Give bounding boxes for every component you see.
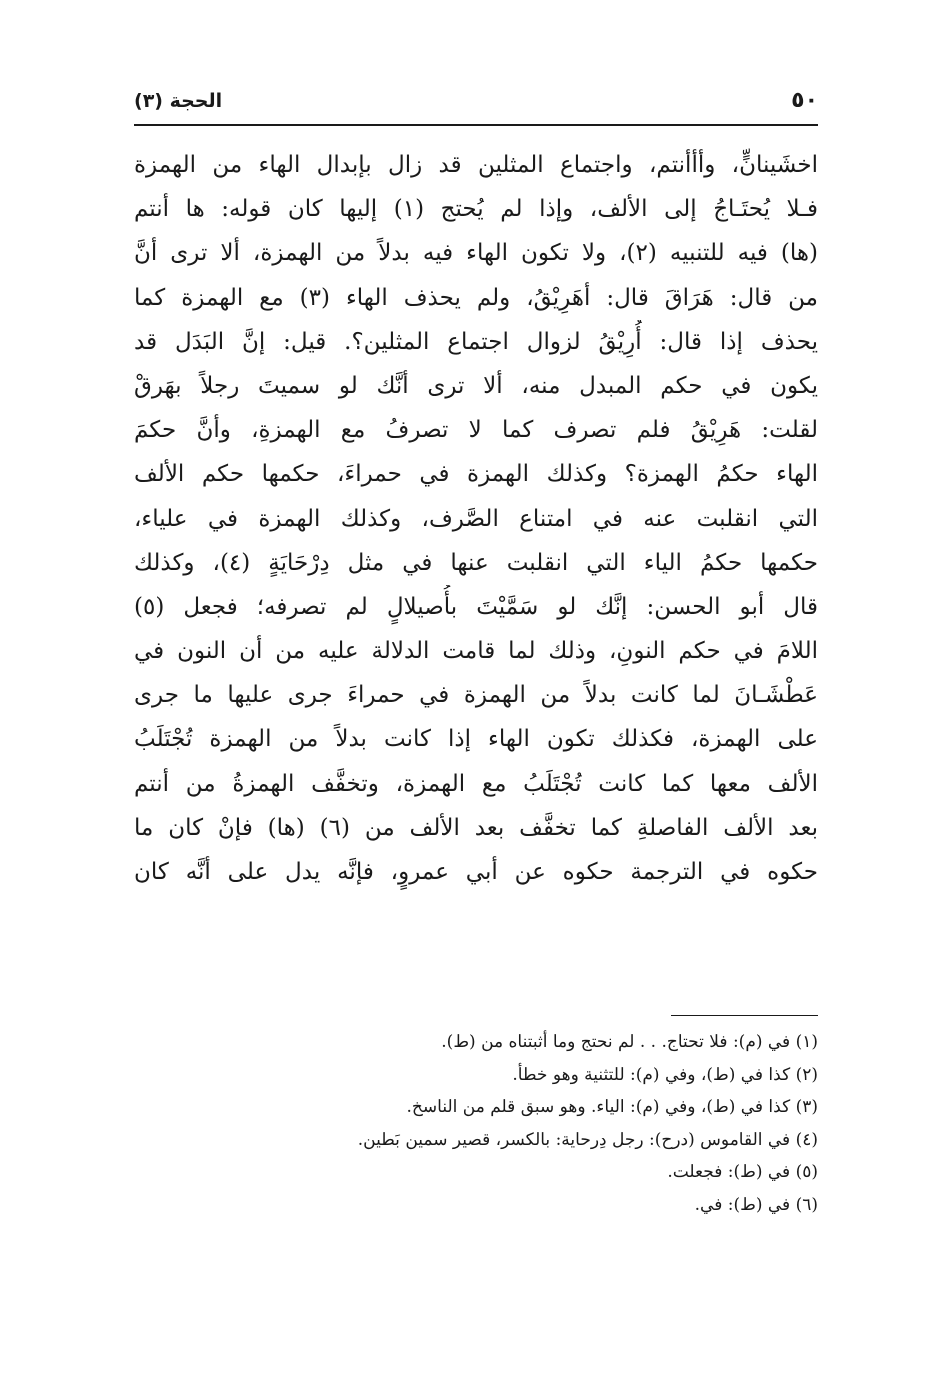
text-line: حكوه في الترجمة حكوه عن أبي عمروٍ، فإنَّه يدل على أنَّه كان — [134, 859, 818, 885]
text-line: يكون في حكم المبدل منه، ألا ترى أنَّك لو سميتَ رجلاً بهَرقْ — [134, 372, 818, 399]
text-line: بعد الألف الفاصلةِ كما تخفَّف بعد الألف من (٦) (ها) فإنْ كان ما — [134, 814, 818, 841]
main-text — [134, 143, 818, 894]
footnote: (٢) كذا في (ط)، وفي (م): للتثنية وهو خطأ. — [512, 1064, 818, 1085]
text-line: فـلا يُحتَـاجُ إلى الألف، وإذا لم يُحتج (١) إليها كان قوله: ها أنتم — [134, 196, 818, 223]
footnote: (١) في (م): فلا تحتاج. . . لم نحتج وما أثبتناه من (ط). — [441, 1032, 818, 1052]
text-line: على الهمزة، فكذلك تكون الهاء إذا كانت بدلاً من الهمزة تُجْتَلَبُ — [134, 726, 818, 753]
text-line: من قال: هَرَاقَ قال: أهَرِيْقُ، ولم يحذف الهاء (٣) مع الهمزة كما — [134, 284, 818, 311]
text-line: التي انقلبت عنه في امتناع الصَّرف، وكذلك الهمزة في علياء، — [134, 505, 818, 532]
text-line: (ها) فيه للتنبيه (٢)، ولا تكون الهاء فيه بدلاً من الهمزة، ألا ترى أنَّ — [134, 240, 818, 267]
page-number: ٥٠ — [791, 88, 818, 113]
text-line: يحذف إذا قال: أُرِيْقُ لزوال اجتماع المثلين؟. قيل: إنَّ البَدَل قد — [134, 328, 818, 355]
text-line: حكمها حكمُ الياء التي انقلبت عنها في مثل دِرْحَايَةٍ (٤)، وكذلك — [134, 549, 818, 576]
text-line: قال أبو الحسن: إنَّك لو سَمَّيْتَ بأُصيلالٍ لم تصرفه؛ فجعل (٥) — [134, 593, 818, 620]
footnote: (٤) في القاموس (درح): رجل دِرحاية: بالكسر، قصير سمين بَطين. — [357, 1129, 818, 1150]
footnote: (٣) كذا في (ط)، وفي (م): الياء. وهو سبق قلم من الناسخ. — [406, 1097, 818, 1117]
text-line: عَطْشَـانَ لما كانت بدلاً من الهمزة في حمراءَ جرى عليها ما جرى — [134, 682, 818, 709]
header-rule — [134, 124, 818, 126]
running-title: الحجة (٣) — [134, 90, 223, 112]
text-line: اللامَ في حكم النونِ، وذلك لما قامت الدلالة عليه من أن النون في — [134, 638, 818, 665]
text-line: الألف معها كما كانت تُجْتَلَبُ مع الهمزة، وتخفَّف الهمزةُ من أنتم — [134, 770, 818, 797]
text-line: الهاء حكمُ الهمزة؟ وكذلك الهمزة في حمراءَ، حكمها حكم الألف — [134, 461, 818, 488]
footnote: (٦) في (ط): في. — [694, 1194, 818, 1215]
page-header — [134, 84, 818, 124]
footnote: (٥) في (ط): فجعلت. — [667, 1162, 818, 1182]
footnotes — [134, 1026, 818, 1221]
footnote-separator — [671, 1015, 818, 1016]
text-line: اخشَينانٍّ، وأأأنتم، واجتماع المثلين قد زال بإبدال الهاء من الهمزة — [134, 152, 818, 178]
text-line: لقلت: هَرِيْقُ فلم تصرف كما لا تصرفُ مع الهمزةِ، وأنَّ حكمَ — [134, 417, 818, 444]
